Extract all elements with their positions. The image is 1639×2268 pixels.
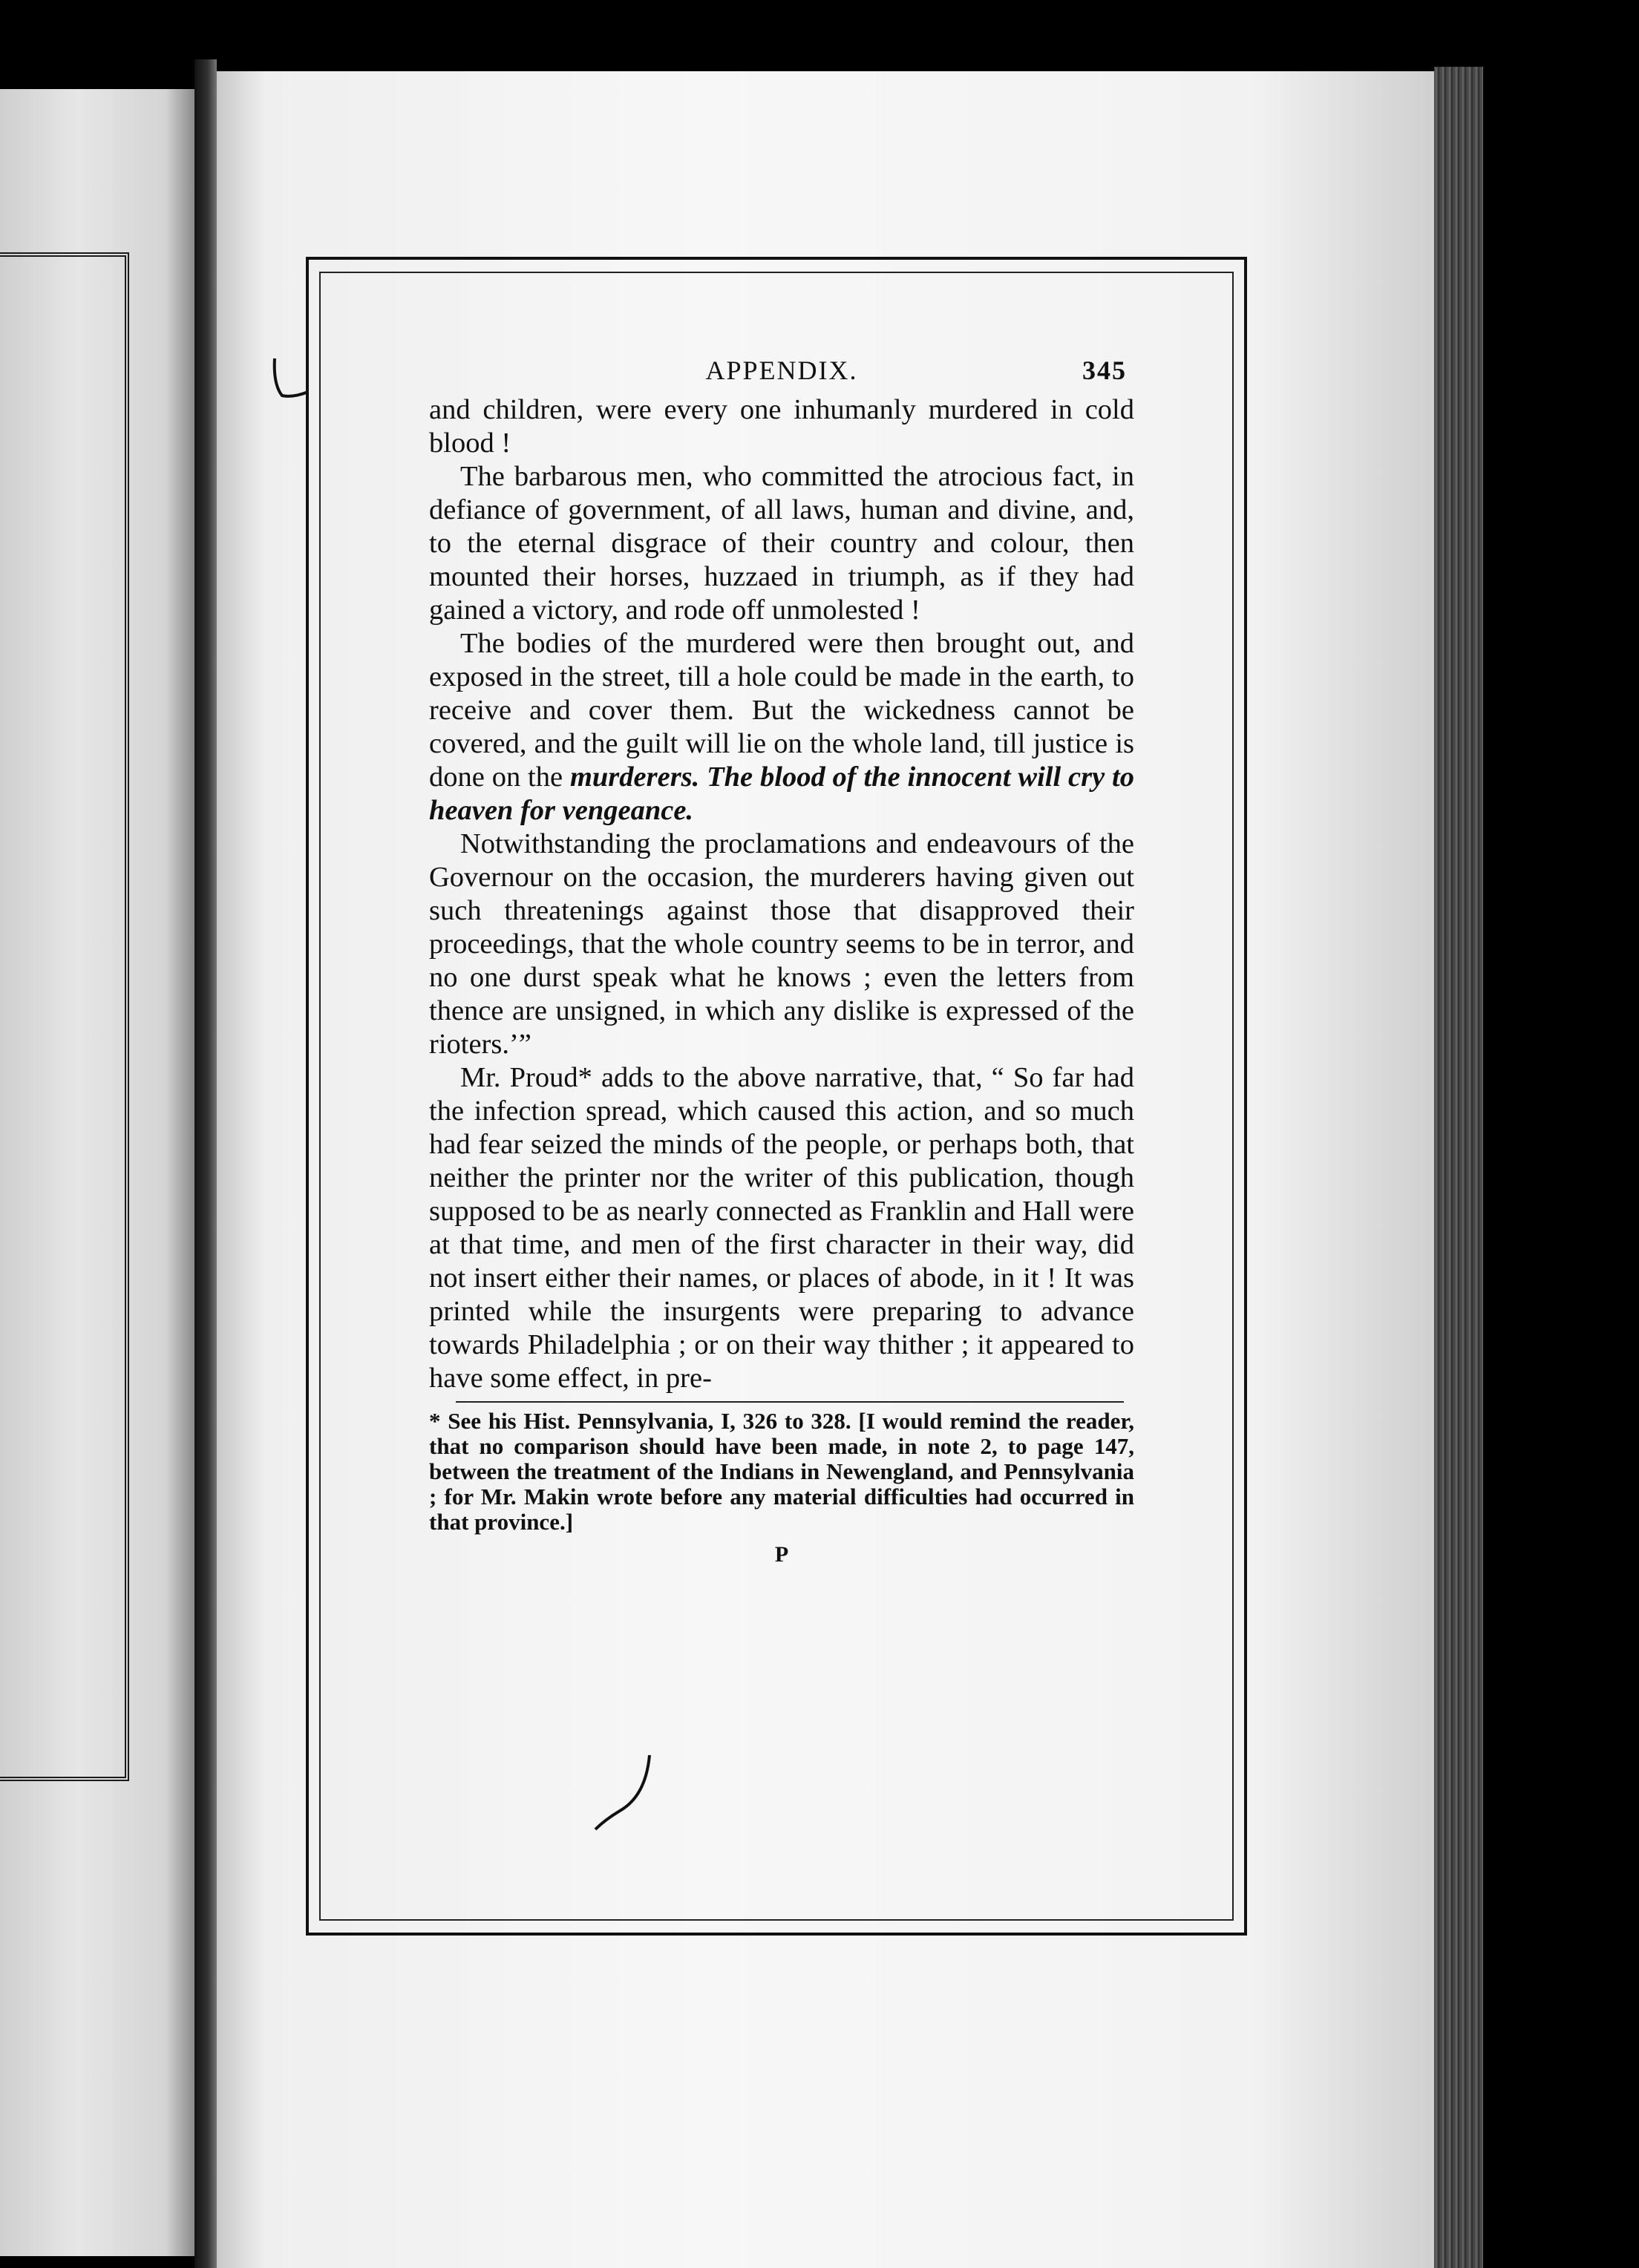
paragraph-5: Mr. Proud* adds to the above narrative, that, “ So far had the infection spread, which caused this action, and so much had fear seized the minds of the people, or perhaps both, that neither the printer nor the writer of this publication, though supposed to be as nearly connected as Franklin and Hall were at that time, and men of the first character in their way, did not insert either their names, or places of abode, in it ! It was printed while the insurgents were preparing to advance towards Philadelphia ; or on their way thither ; it appeared to have some effect, in pre- <box>429 1062 1134 1394</box>
footnote: * See his Hist. Pennsylvania, I, 326 to 328. [I would remind the reader, that no comparison should have been made, in note 2, to page 147, between the treatment of the Indians in Newengland, and Pennsylvania ; for Mr. Makin wrote before any material difficulties had occurred in that province.] <box>429 1408 1134 1535</box>
margin-tick-mark <box>267 355 312 407</box>
page-content <box>429 349 1134 1567</box>
paragraph-1: and children, were every one inhumanly murdered in cold blood ! <box>429 394 1134 459</box>
page-number: 345 <box>1082 355 1127 385</box>
book-gutter <box>194 59 217 2268</box>
signature-mark: P <box>774 1542 789 1567</box>
footnote-rule <box>456 1401 1124 1403</box>
page-edges <box>1434 67 1483 2268</box>
paragraph-3-text: The bodies of the murdered were then brought out, and exposed in the street, till a hole could be made in the earth, to receive and cover them. But the wickedness cannot be covered, and the guilt will lie on the whole land, till justice is done on the <box>429 628 1134 793</box>
paragraph-3-italic: murderers. The blood of the innocent will cry to heaven for vengeance. <box>429 761 1134 826</box>
left-page-edge <box>0 89 194 2256</box>
ink-stroke-mark <box>586 1751 661 1833</box>
running-title: APPENDIX. <box>705 355 858 385</box>
paragraph-4: Notwithstanding the proclamations and endeavours of the Governour on the occasion, the murderers having given out such threatenings against those that disapproved their proceedings, that the whole country seems to be in terror, and no one durst speak what he knows ; even the letters from thence are unsigned, in which any dislike is expressed of the rioters.’” <box>429 828 1134 1060</box>
running-head <box>429 349 1134 393</box>
left-page-frame <box>0 252 129 1781</box>
paragraph-2: The barbarous men, who committed the atrocious fact, in defiance of government, of all laws, human and divine, and, to the eternal disgrace of their country and colour, then mounted their horses, huzzaed in triumph, as if they had gained a victory, and rode off unmolested ! <box>429 461 1134 626</box>
paragraph-3 <box>429 627 1134 827</box>
